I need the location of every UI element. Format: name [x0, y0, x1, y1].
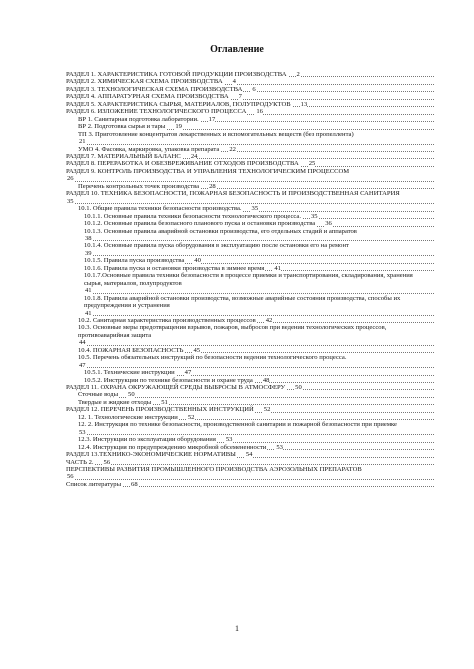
toc-entry-title: 10.1.2. Основные правила безопасного планового пуска и остановки производства: [84, 220, 316, 228]
toc-entry-page: 56: [67, 473, 74, 481]
toc-entry-title: 12.3. Инструкции по эксплуатации оборудования: [78, 436, 216, 444]
toc-entry[interactable]: [66, 205, 442, 212]
toc-entry-page: 39: [85, 249, 92, 257]
toc-entry-title: РАЗДЕЛ 10. ТЕХНИКА БЕЗОПАСНОСТИ, ПОЖАРНАЯ БЕЗОПАСНОСТЬ И ПРОИЗВОДСТВЕННАЯ САНИТАРИЯ: [66, 190, 400, 198]
toc-entry[interactable]: [66, 466, 442, 481]
toc-entry-page: 53: [276, 443, 283, 451]
toc-entry-page: 36: [325, 220, 332, 228]
toc-entry-title: 10.3. Основные меры предотвращения взрывов, пожаров, выбросов при ведении технологических процессов, противоаварийная защита: [78, 324, 387, 339]
toc-entry-page: 53: [79, 428, 86, 436]
toc-entry-page: 35: [310, 212, 318, 220]
toc-entry-page: 47: [184, 369, 192, 377]
toc-entry-page: 28: [209, 182, 216, 190]
toc-entry-page: 22: [229, 145, 236, 153]
toc-entry[interactable]: [66, 108, 442, 115]
dot-leader: [66, 203, 434, 204]
toc-entry-page: 38: [85, 234, 92, 242]
toc-entry-title: ПЕРСПЕКТИВЫ РАЗВИТИЯ ПРОМЫШЛЕННОГО ПРОИЗВОДСТВА АЭРОЗОЛЬНЫХ ПРЕПАРАТОВ: [66, 466, 362, 474]
toc-entry[interactable]: [66, 391, 442, 398]
table-of-contents: [66, 71, 442, 488]
toc-entry-title: Твердые и жидкие отходы: [78, 398, 152, 406]
toc-entry-page: 25: [308, 160, 316, 168]
toc-entry-page: 41: [274, 264, 281, 272]
dot-leader: [66, 181, 434, 182]
toc-entry-title: 10.4. ПОЖАРНАЯ БЕЗОПАСНОСТЬ: [78, 346, 184, 354]
toc-entry-title: РАЗДЕЛ 4. АППАРАТУРНАЯ СХЕМА ПРОИЗВОДСТВА: [66, 93, 229, 101]
toc-entry-title: РАЗДЕЛ 12. ПЕРЕЧЕНЬ ПРОИЗВОДСТВЕННЫХ ИНСТРУКЦИЙ: [66, 406, 254, 414]
toc-entry-title: РАЗДЕЛ 3. ТЕХНОЛОГИЧЕСКАЯ СХЕМА ПРОИЗВОДСТВА: [66, 85, 243, 93]
toc-entry-title: 10.1. Общие правила техники безопасности производства.: [78, 205, 242, 213]
toc-entry-title: 12.4. Инструкция по предупреждению микробной обсемененности: [78, 443, 267, 451]
toc-entry[interactable]: [66, 444, 442, 451]
toc-entry[interactable]: [66, 317, 442, 324]
toc-entry-title: РАЗДЕЛ 6. ИЗЛОЖЕНИЕ ТЕХНОЛОГИЧЕСКОГО ПРОЦЕССА: [66, 108, 247, 116]
toc-entry-page: 4: [232, 78, 236, 86]
toc-entry-title: 10.5.2. Инструкции по технике безопасности и охране труда: [84, 376, 253, 384]
toc-entry-title: 10.1.4. Основные правила пуска оборудования в эксплуатацию после остановки его на ремонт: [84, 242, 349, 250]
toc-entry-page: 54: [245, 451, 253, 459]
toc-entry[interactable]: [66, 377, 442, 384]
toc-entry-title: РАЗДЕЛ 9. КОНТРОЛЬ ПРОИЗВОДСТВА И УПРАВЛЕНИЯ ТЕХНОЛОГИЧЕСКИМ ПРОЦЕССОМ: [66, 167, 350, 175]
dot-leader: [78, 345, 434, 346]
toc-entry-page: 48: [262, 376, 270, 384]
toc-entry-page: 19: [175, 123, 182, 131]
toc-entry[interactable]: [66, 93, 442, 100]
toc-entry-page: 50: [128, 391, 135, 399]
toc-entry-page: 47: [79, 361, 86, 369]
toc-entry[interactable]: [66, 228, 442, 243]
toc-entry[interactable]: [66, 78, 442, 85]
toc-entry[interactable]: [66, 242, 442, 257]
toc-entry[interactable]: [66, 414, 442, 421]
toc-entry-page: 56: [103, 458, 111, 466]
toc-entry-page: 16: [256, 108, 263, 116]
toc-entry[interactable]: [66, 324, 442, 346]
toc-entry-title: РАЗДЕЛ 2. ХИМИЧЕСКАЯ СХЕМА ПРОИЗВОДСТВА: [66, 78, 223, 86]
toc-entry-title: ТП 3. Приготовление концентратов лекарственных и вспомогательных веществ (без пропеллента): [78, 130, 354, 138]
toc-entry-page: 24: [190, 152, 198, 160]
dot-leader: [78, 144, 434, 145]
toc-entry-title: 10.2. Санитарная характеристика производственных процессов: [78, 316, 256, 324]
toc-entry-page: 52: [263, 406, 271, 414]
toc-entry[interactable]: [66, 354, 442, 369]
toc-entry[interactable]: [66, 213, 442, 220]
dot-leader: [66, 464, 434, 465]
toc-entry-page: 50: [295, 384, 302, 392]
toc-entry-title: 10.1.6. Правила пуска и остановки производства в зимнее время: [84, 264, 265, 272]
toc-entry-page: 53: [225, 436, 233, 444]
toc-entry-page: 13: [300, 100, 308, 108]
toc-entry-page: 51: [161, 398, 168, 406]
page-number: 1: [235, 624, 239, 633]
toc-entry-title: Перечень контрольных точек производства: [78, 182, 200, 190]
toc-entry-page: 7: [238, 93, 242, 101]
dot-leader: [84, 240, 434, 241]
toc-entry[interactable]: [66, 146, 442, 153]
toc-entry-page: 2: [296, 71, 300, 78]
toc-entry-title: ВР 1. Санитарная подготовка лаборатории.: [78, 115, 199, 123]
toc-entry-page: 17: [208, 115, 216, 123]
toc-entry-title: РАЗДЕЛ 8. ПЕРЕРАБОТКА И ОБЕЗВРЕЖИВАНИЕ ОТХОДОВ ПРОИЗВОДСТВА: [66, 160, 299, 168]
toc-entry-title: ЧАСТЬ 2.: [66, 458, 94, 466]
toc-entry[interactable]: [66, 123, 442, 130]
toc-entry[interactable]: [66, 421, 442, 436]
toc-entry-title: 10.5. Перечень обязательных инструкций по безопасности ведения технологического процесса.: [78, 354, 347, 362]
toc-entry[interactable]: [66, 265, 442, 272]
toc-entry-title: 10.1.8. Правила аварийной остановки производства, возможные аварийные состояния производства, способы их предупреждения и устранения: [84, 294, 401, 310]
toc-entry-page: 68: [131, 480, 138, 488]
dot-leader: [66, 479, 434, 480]
toc-entry-page: 35: [251, 205, 259, 213]
toc-entry[interactable]: [66, 190, 442, 205]
toc-entry[interactable]: [66, 459, 442, 466]
toc-entry-title: ВР 2. Подготовка сырья и тары: [78, 123, 166, 131]
page-title: Оглавление: [210, 44, 264, 55]
toc-entry[interactable]: [66, 481, 442, 488]
toc-entry-title: РАЗДЕЛ 7. МАТЕРИАЛЬНЫЙ БАЛАНС: [66, 152, 181, 160]
toc-entry[interactable]: [66, 183, 442, 190]
toc-entry-title: УМО 4. Фасовка, маркировка, упаковка препарата: [78, 145, 220, 153]
dot-leader: [84, 293, 434, 294]
toc-entry-title: 10.5.1. Технические инструкции: [84, 369, 175, 377]
toc-entry-title: 12. 1. Технологические инструкции: [78, 413, 178, 421]
toc-entry-title: 10.1.7.Основные правила техники безопасности в процессе приемки и транспортирования, складирования, хранения сырья, материалов, полупродуктов: [84, 272, 413, 287]
toc-entry[interactable]: [66, 347, 442, 354]
toc-entry-page: 26: [67, 175, 74, 183]
toc-entry-page: 21: [79, 138, 86, 146]
toc-entry-title: РАЗДЕЛ 13.ТЕХНИКО-ЭКОНОМИЧЕСКИЕ НОРМАТИВЫ: [66, 451, 236, 459]
toc-entry-page: 44: [79, 339, 86, 347]
toc-entry-title: Список литературы: [66, 480, 122, 488]
toc-entry-title: РАЗДЕЛ 5. ХАРАКТЕРИСТИКА СЫРЬЯ, МАТЕРИАЛОВ, ПОЛУПРОДУКТОВ: [66, 100, 291, 108]
toc-entry-page: 6: [252, 85, 256, 93]
toc-entry-title: РАЗДЕЛ 11. ОХРАНА ОКРУЖАЮЩЕЙ СРЕДЫ ВЫБРОСЫ В АТМОСФЕРУ: [66, 384, 286, 392]
dot-leader: [84, 315, 434, 316]
toc-entry[interactable]: [66, 257, 442, 264]
toc-entry-page: 35: [67, 197, 74, 205]
dot-leader: [78, 367, 434, 368]
toc-entry-title: 12. 2. Инструкция по технике безопасности, производственной санитарии и пожарной безопасности при приемке: [78, 421, 397, 429]
toc-entry-title: 10.1.5. Правила пуска производства: [84, 257, 185, 265]
toc-entry[interactable]: [66, 272, 442, 294]
toc-entry-page: 45: [193, 346, 201, 354]
toc-entry-page: 42: [265, 316, 273, 324]
toc-entry[interactable]: [66, 451, 442, 458]
toc-entry[interactable]: [66, 436, 442, 443]
toc-entry-page: 40: [194, 257, 201, 265]
toc-entry-title: 10.1.3. Основные правила аварийной остановки производства, его отдельных стадий и аппаратов: [84, 227, 357, 235]
toc-entry-title: Сточные воды: [78, 391, 119, 399]
toc-entry[interactable]: [66, 295, 442, 317]
toc-entry-title: РАЗДЕЛ 1. ХАРАКТЕРИСТИКА ГОТОВОЙ ПРОДУКЦИИ ПРОИЗВОДСТВА: [66, 71, 287, 78]
toc-entry[interactable]: [66, 168, 442, 183]
toc-entry[interactable]: [66, 220, 442, 227]
toc-entry-title: 10.1.1. Основные правила техники безопасности технологического процесса.: [84, 212, 301, 220]
toc-entry-page: 41: [85, 309, 92, 317]
toc-entry[interactable]: [66, 160, 442, 167]
toc-entry[interactable]: [66, 131, 442, 146]
toc-entry[interactable]: [66, 369, 442, 376]
toc-entry[interactable]: [66, 406, 442, 413]
toc-entry-page: 52: [187, 413, 195, 421]
toc-entry-page: 41: [85, 287, 92, 295]
